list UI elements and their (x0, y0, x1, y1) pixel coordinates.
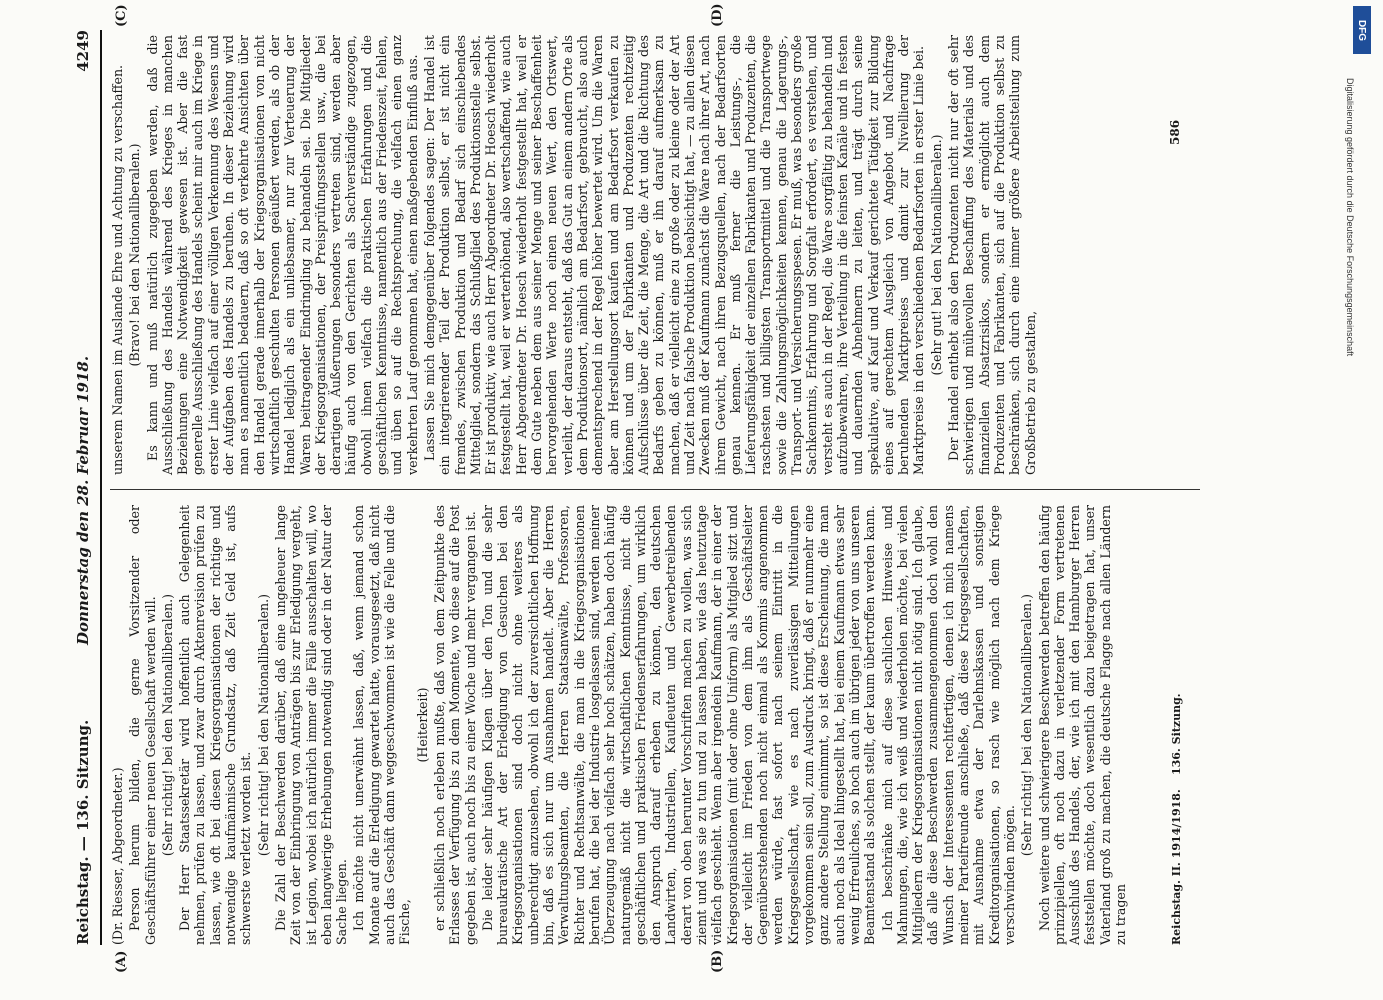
paragraph: Noch weitere und schwierigere Beschwerden betreffen den häufig prinzipiellen, oft noch dazu in verletzender Form vertretenen Ausschluß des Handels, der, wie ich mit den Hamburger Herren feststellen möchte, doch wesentlich dazu beigetragen hat, unser Vaterland groß zu machen, die deutsche Flagge nach allen Ländern zu tragen (1036, 505, 1128, 945)
footer-volume: Reichstag. II. 1914/1918. (1170, 789, 1183, 945)
interjection: (Bravo! bei den Nationalliberalen.) (127, 143, 143, 367)
margin-mark-a: (A) (114, 950, 129, 973)
interjection: (Sehr richtig! bei den Nationalliberalen.) (1019, 593, 1035, 857)
paragraph: Der Handel enthebt also den Produzenten nicht nur der oft sehr schwierigen und mühevollen Beschaffung des Materials und des finanziellen Absatzrisikos, sondern er ermöglicht auch dem Produzenten und Fabrikanten, sich auf die Produktion selbst zu beschränken, sich durch eine immer größere Arbeitsteilung zum Großbetrieb zu gestalten, (946, 35, 1038, 475)
paragraph: Person herum bilden, die gerne Vorsitzender oder Geschäftsführer einer neuen Gesellschaft werden will. (127, 505, 158, 945)
page-header (70, 30, 102, 945)
page-body (70, 3, 1210, 973)
header-date: Donnerstag den 28. Februar 1918. (74, 355, 92, 645)
interjection: (Heiterkeit) (414, 687, 430, 763)
left-column (110, 505, 1130, 945)
margin-mark-b: (B) (710, 949, 725, 973)
dfg-logo-text: DFG (1356, 19, 1368, 41)
margin-mark-c: (C) (114, 4, 129, 27)
paragraph: Der Herr Staatssekretär wird hoffentlich auch Gelegenheit nehmen, prüfen zu lassen, und zwar durch Aktenrevision prüfen zu lassen, wie oft bei diesen Kriegsorganisationen der richtige und notwendige kaufmännische Grundsatz, daß Zeit Geld ist, aufs schwerste verletzt worden ist. (177, 505, 254, 945)
margin-mark-d: (D) (710, 3, 725, 27)
paragraph: unserem Namen im Auslande Ehre und Achtung zu verschaffen. (110, 64, 125, 475)
column-divider (110, 489, 1200, 490)
footer-session: 136. Sitzung. (1170, 693, 1183, 775)
digitization-credit (1345, 8, 1375, 998)
paragraph: Ich möchte nicht unerwähnt lassen, daß, wenn jemand schon Monate auf die Erledigung gewartet hatte, vorausgesetzt, daß nicht auch das Geschäft dann weggeschwommen ist wie die Felle und die Fische, (351, 505, 413, 945)
right-column (110, 35, 1040, 475)
paragraph: (Dr. Riesser, Abgeordneter.) (110, 767, 125, 945)
footer-column-number: 586 (1168, 119, 1182, 145)
header-left: Reichstag. — 136. Sitzung. (74, 719, 92, 945)
paragraph: Ich beschränke mich auf diese sachlichen Hinweise und Mahnungen, die, wie ich weiß und wiederholen möchte, bei vielen Mitgliedern der Kriegsorganisationen nicht nötig sind. Ich glaube, daß alle diese Beschwerden zusammengenommen doch wohl den Wunsch der Interessenten rechtfertigen, denen ich mich namens meiner Parteifreunde anschließe, daß diese Kriegsgesellschaften, mit Ausnahme etwa der Darlehnskassen und sonstigen Kreditorganisationen, so rasch wie möglich nach dem Kriege verschwinden mögen. (879, 505, 1017, 945)
interjection: (Sehr richtig! bei den Nationalliberalen.) (255, 593, 271, 857)
paragraph: Es kann und muß natürlich zugegeben werden, daß die Ausschließung des Handels während des Krieges in manchen Beziehungen eine Notwendigkeit gewesen ist. Aber die fast generelle Ausschließung des Handels scheint mir auch im Kriege in erster Linie vielfach auf einer völligen Verkennung des Wesens und der Aufgaben des Handels zu beruhen. In dieser Beziehung wird man es namentlich bedauern, daß so oft verkehrte Ansichten über den Handel gerade innerhalb der Kriegsorganisationen von nicht wirtschaftlich geschulten Personen geäußert werden, als ob der Handel lediglich als ein unliebsamer, nur zur Verteuerung der Waren beitragender Eindringling zu behandeln sei. Die Mitglieder der Kriegsorganisationen, der Preisprüfungsstellen usw., die bei derartigen Äußerungen besonders vertreten sind, werden aber häufig auch von den Gerichten als Sachverständige zugezogen, obwohl ihnen vielfach die praktischen Erfahrungen und die geschäftlichen Kenntnisse, namentlich aus der Friedenszeit, fehlen, und üben so auf die Rechtsprechung, die vielfach einen ganz verkehrten Lauf genommen hat, einen maßgebenden Einfluß aus. (144, 35, 420, 475)
paragraph: Die Zahl der Beschwerden darüber, daß eine ungeheuer lange Zeit von der Einbringung von Anträgen bis zur Erledigung vergeht, ist Legion, wobei ich natürlich immer die Fälle ausschalten will, wo eben langwierige Erhebungen notwendig sind oder in der Natur der Sache liegen. (272, 505, 350, 945)
interjection: (Sehr richtig! bei den Nationalliberalen.) (159, 593, 175, 857)
interjection: (Sehr gut! bei den Nationalliberalen.) (928, 134, 944, 376)
paragraph: Lassen Sie mich demgegenüber folgendes sagen: Der Handel ist ein integrierender Teil der Produktion selbst, er ist nicht ein fremdes, zwischen Produktion und Bedarf sich einschiebendes Mittelglied, sondern das Schlußglied des Produktionsstelle selbst. Er ist produktiv, wie auch Herr Abgeordneter Dr. Hoesch wiederholt festgestellt hat, weil er werterhöhend, also wertschaffend, wie auch Herr Abgeordneter Dr. Hoesch wiederholt festgestellt hat, weil er dem Gute neben dem aus seiner Menge und seiner Beschaffenheit hervorgehenden Werte noch einen neuen Wert, den Ortswert, verleiht, der daraus entsteht, daß das Gut an einem andern Orte als dem Produktionsort, nämlich am Bedarfsort, gebraucht, also auch dementsprechend in der Regel höher bewertet wird. Um die Waren aber am Herstellungsort kaufen und am Bedarfsort verkaufen zu können und um der Fabrikanten und Produzenten rechtzeitig Aufschlüsse über die Zeit, die Menge, die Art und die Richtung des Bedarfs geben zu können, muß er ihn darauf aufmerksam zu machen, daß er vielleicht eine zu große oder zu kleine oder der Art und Zeit nach falsche Produktion beabsichtigt hat, — zu allen diesen Zwecken muß der Kaufmann zunächst die Ware nach ihrer Art, nach ihrem Gewicht, nach ihren Bezugsquellen, nach der Bedarfsorten genau kennen. Er muß ferner die Leistungs-, die Lieferungsfähigkeit der einzelnen Fabrikanten und Produzenten, die raschesten und billigsten Transportmittel und die Transportwege sowie die Zahlungsmöglichkeiten kennen, genau die Lagerungs-, Transport- und Versicherungsspesen. Er muß, was besonders große Sachkenntnis, Erfahrung und Sorgfalt erfordert, es verstehen, und versteht es auch in der Regel, die Ware sorgfältig zu behandeln und aufzubewahren, ihre Verteilung in die feinsten Kanäle und in festen und dauernden Abnehmern zu leiten, und trägt durch seine spekulative, auf Kauf und Verkauf gerichtete Tätigkeit zur Bildung eines auf gerechtem Ausgleich von Angebot und Nachfrage beruhenden Marktpreises und damit zur Nivellierung der Marktpreise in den verschiedenen Bedarfsorten in erster Linie bei. (421, 34, 927, 475)
credit-text: Digitalisierung gefördert durch die Deutsche Forschungsgemeinschaft (1345, 78, 1355, 357)
paragraph: er schließlich noch erleben mußte, daß von dem Zeitpunkte des Erlasses der Verfügung bis zu dem Momente, wo diese auf die Post gegeben ist, auch noch bis zu einer Woche und mehr vergangen ist. (431, 505, 478, 945)
paragraph: Die leider sehr häufigen Klagen über den Ton und die sehr bureaukratische Art der Erledigung von Gesuchen bei den Kriegsorganisationen sind doch nicht ohne weiteres als unberechtigt anzusehen, obwohl ich der zuversichtlichen Hoffnung bin, daß es sich nur um Ausnahmen handelt. Aber die Herren Verwaltungsbeamten, die Herren Staatsanwälte, Professoren, Richter und Rechtsanwälte, die man in die Kriegsorganisationen berufen hat, die bei der Industrie losgelassen sind, werden meiner Überzeugung nach vielfach sehr hoch schätzen, haben doch häufig naturgemäß nicht die wirtschaftlichen Kenntnisse, nicht die geschäftlichen und praktischen Friedenserfahrungen, um wirklich den Anspruch darauf erheben zu können, den deutschen Landwirten, Industriellen, Kaufleuten und Gewerbetreibenden derart von oben herunter Vorschriften machen zu wollen, was sich ziemt und was sie zu tun und zu lassen haben, wie das heutzutage vielfach geschieht. Wenn aber irgendein Kaufmann, der in einer der Kriegsorganisationen (mit oder ohne Uniform) als Mitglied sitzt und der vielleicht im Frieden von dem ihm als Geschäftsleiter Gegenüberstehenden noch nicht einmal als Kommis angenommen werden würde, fast sofort nach seinem Eintritt in die Kriegsgesellschaft, wie es nach zuverlässigen Mitteilungen vorgekommen sein soll, zum Ausdruck bringt, daß er nunmehr eine ganz andere Stellung einnimmt, so ist diese Erscheinung, die man auch noch als Ideal hingestellt hat, bei einem Kaufmann etwas sehr wenig Erfreuliches, so hoch auch im übrigen jeder von uns unseren Beamtenstand als solchen stellt, der kaum übertroffen werden kann. (479, 505, 878, 945)
page-number: 4249 (74, 30, 92, 72)
